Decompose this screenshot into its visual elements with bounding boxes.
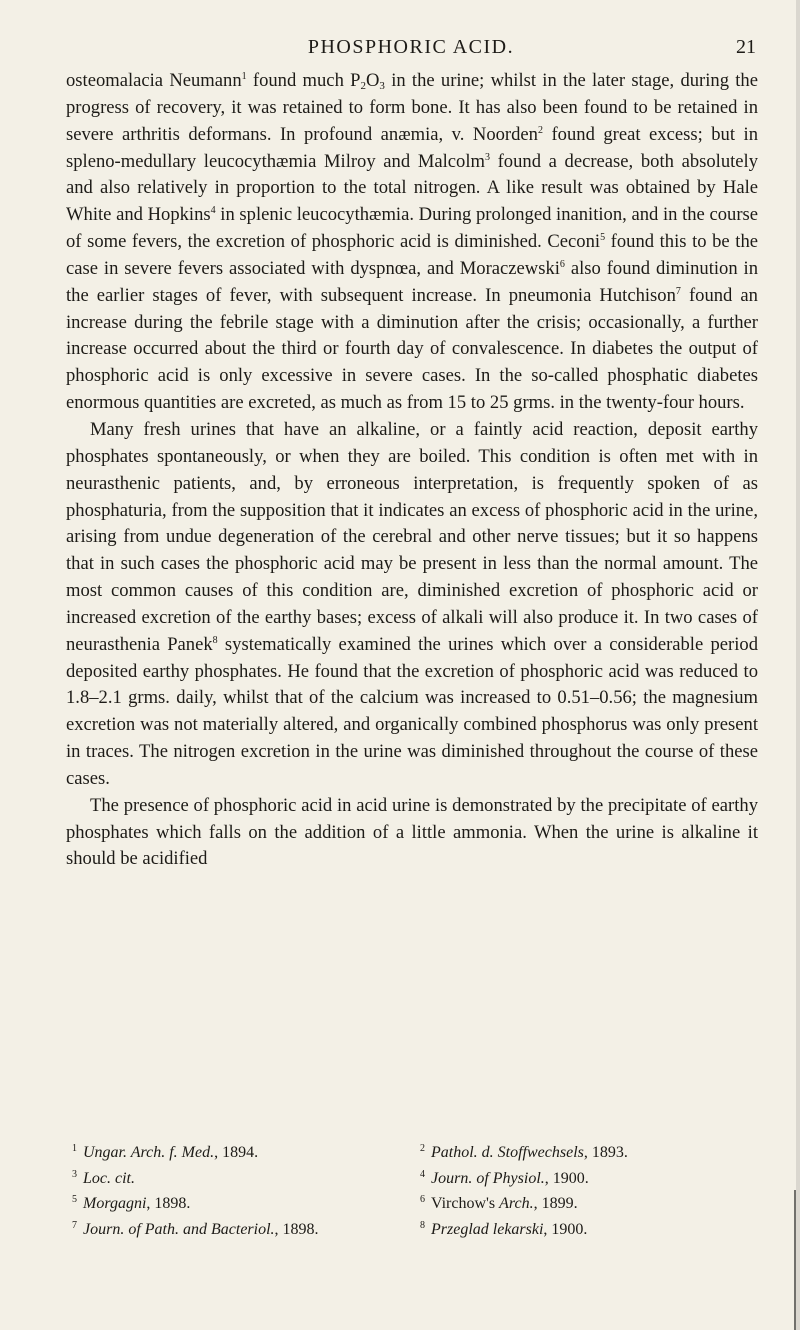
footnote-ref: 2 bbox=[537, 124, 543, 136]
footnote-ref: 6 bbox=[559, 258, 565, 270]
footnote bbox=[414, 1164, 762, 1190]
running-header bbox=[66, 36, 756, 58]
footnote-row bbox=[72, 1138, 762, 1164]
footnote-ref: 7 bbox=[675, 285, 681, 297]
footnote-ref: 8 bbox=[212, 634, 218, 646]
footnote bbox=[72, 1189, 414, 1215]
text-run: found this to be the case in severe fevers associated with dyspnœa, and Moraczewski bbox=[66, 231, 758, 279]
page-edge-shadow bbox=[796, 0, 800, 1330]
text-run: found an increase during the febrile stage with a diminution after the crisis; occasionally, a further increase occurred about the third or fourth day of convalescence. In diabetes the output of phosphoric acid is only excessive in severe cases. In the so-called phosphatic diabetes enormous quantities are excreted, as much as from 15 to 25 grms. in the twenty-four hours. bbox=[66, 284, 758, 414]
page-number: 21 bbox=[736, 36, 756, 58]
text-run: also found diminution in the earlier stages of fever, with subsequent increase. In pneumonia Hutchison bbox=[66, 257, 758, 306]
citation-detail: , 1898. bbox=[274, 1220, 319, 1238]
citation-title: Journ. of Physiol. bbox=[431, 1169, 545, 1187]
citation-title: Ungar. Arch. f. Med. bbox=[83, 1144, 215, 1161]
citation-title: Arch. bbox=[499, 1195, 534, 1212]
text-run: Many fresh urines that have an alkaline, or a faintly acid reaction, deposit earthy phosphates spontaneously, or when they are boiled. This condition is often met with in neurasthenic patients, and, by erroneous interpretation, is frequently spoken of as phosphaturia, from the supposition that it indicates an excess of phosphoric acid in the urine, arising from undue degeneration of the cerebral and other nerve tissues; but it so happens that in such cases the phosphoric acid may be present in less than the normal amount. The most common causes of this condition are, diminished excretion of phosphoric acid or increased excretion of the earthy bases; excess of alkali will also produce it. In two cases of neurasthenia Panek bbox=[66, 418, 758, 655]
paragraph bbox=[66, 793, 758, 874]
citation-detail: , 1893. bbox=[583, 1144, 628, 1161]
citation-detail: , 1900. bbox=[544, 1169, 589, 1187]
paragraph bbox=[66, 68, 758, 417]
text-run: O bbox=[365, 70, 380, 91]
footnote bbox=[414, 1189, 762, 1215]
footnote-mark: 1 bbox=[72, 1143, 77, 1154]
footnote bbox=[72, 1164, 414, 1190]
subscript: 2 bbox=[360, 80, 366, 92]
footnote bbox=[414, 1138, 762, 1164]
page-title: PHOSPHORIC ACID. bbox=[307, 36, 515, 58]
footnote-ref: 1 bbox=[241, 71, 247, 82]
footnote-mark: 6 bbox=[420, 1194, 425, 1205]
text-run: osteomalacia Neumann bbox=[66, 70, 242, 91]
footnote-row bbox=[72, 1164, 762, 1190]
paragraph bbox=[66, 417, 758, 793]
text-run: in the urine; whilst in the later stage, during the progress of recovery, it was retained to form bone. It has also been found to be retained in severe arthritis deformans. In profound anæmia, v. Noorden bbox=[66, 70, 758, 145]
citation-title: Przeglad lekarski bbox=[431, 1220, 544, 1238]
footnote-mark: 3 bbox=[72, 1168, 77, 1180]
footnote-ref: 4 bbox=[210, 205, 216, 217]
citation-detail: , 1894. bbox=[214, 1144, 259, 1161]
citation-detail: , 1899. bbox=[533, 1195, 578, 1212]
text-run: found great excess; but in spleno-medullary leucocythæmia Milroy and Malcolm bbox=[66, 123, 758, 172]
footnotes bbox=[72, 1138, 762, 1240]
citation-title: Morgagni bbox=[83, 1195, 147, 1212]
footnote bbox=[72, 1138, 414, 1164]
body-text bbox=[66, 68, 758, 873]
footnote bbox=[414, 1215, 762, 1241]
citation-detail: , 1900. bbox=[543, 1220, 588, 1238]
footnote-mark: 2 bbox=[420, 1143, 425, 1154]
text-run: in splenic leucocythæmia. During prolonged inanition, and in the course of some fevers, the excretion of phosphoric acid is diminished. Ceconi bbox=[66, 204, 759, 253]
footnote bbox=[72, 1215, 414, 1241]
citation-title: Pathol. d. Stoffwechsels bbox=[431, 1144, 584, 1161]
footnote-row bbox=[72, 1215, 762, 1241]
text-run: The presence of phosphoric acid in acid urine is demonstrated by the precipitate of earthy phosphates which falls on the addition of a little ammonia. When the urine is alkaline it should be acidified bbox=[66, 794, 758, 870]
footnote-row bbox=[72, 1189, 762, 1215]
footnote-mark: 5 bbox=[72, 1194, 77, 1205]
citation-title: Loc. cit. bbox=[83, 1169, 135, 1187]
text-run: found a decrease, both absolutely and also relatively in proportion to the total nitrogen. A like result was obtained by Hale White and Hopkins bbox=[66, 150, 759, 226]
citation-detail: , 1898. bbox=[146, 1195, 191, 1212]
page-edge-mark bbox=[794, 1190, 796, 1330]
footnote-ref: 3 bbox=[484, 151, 490, 163]
footnote-mark: 8 bbox=[420, 1219, 425, 1231]
footnote-mark: 7 bbox=[72, 1219, 77, 1231]
footnote-ref: 5 bbox=[600, 232, 606, 244]
citation-title: Journ. of Path. and Bacteriol. bbox=[83, 1220, 275, 1238]
footnote-mark: 4 bbox=[420, 1168, 425, 1180]
citation-detail: Virchow's bbox=[431, 1195, 500, 1212]
text-run: found much P bbox=[246, 70, 361, 91]
text-run: systematically examined the urines which over a considerable period deposited earthy phosphates. He found that the excretion of phosphoric acid was reduced to 1.8–2.1 grms. daily, whilst that of the calcium was increased to 0.51–0.56; the magnesium excretion was not materially altered, and organically combined phosphorus was only present in traces. The nitrogen excretion in the urine was diminished throughout the course of these cases. bbox=[66, 633, 758, 789]
subscript: 3 bbox=[379, 80, 385, 92]
